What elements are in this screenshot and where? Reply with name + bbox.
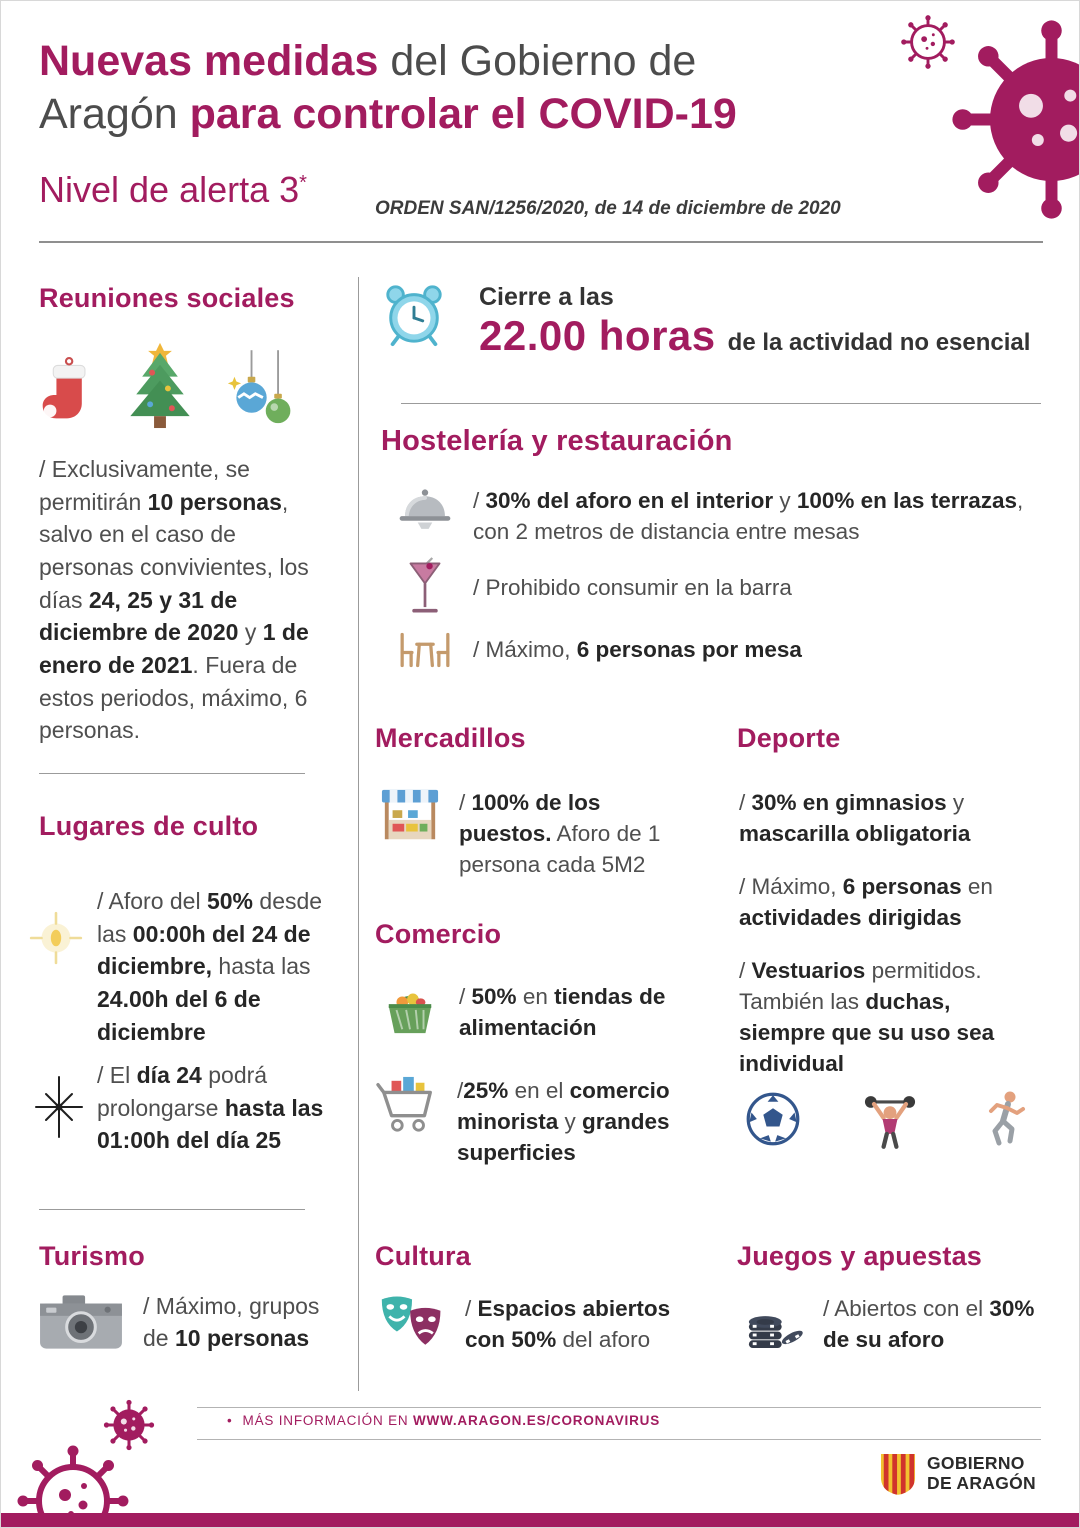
table-and-chairs-icon bbox=[393, 629, 457, 671]
comercio-item-1 bbox=[377, 981, 694, 1043]
juegos-item bbox=[739, 1293, 1048, 1355]
shopping-cart-icon bbox=[375, 1075, 441, 1135]
footer-info bbox=[227, 1413, 660, 1428]
closing-intro: Cierre a las bbox=[479, 283, 614, 311]
alert-asterisk: * bbox=[299, 172, 307, 194]
soccer-ball-icon bbox=[745, 1091, 801, 1147]
mercadillos-text: / 100% de los puestos. Aforo de 1 persona cada 5M2 bbox=[459, 790, 661, 878]
logo-line-1: GOBIERNO bbox=[927, 1453, 1025, 1474]
footer-divider-top bbox=[197, 1407, 1041, 1408]
coronavirus-icon bbox=[949, 17, 1080, 222]
theater-masks-icon bbox=[377, 1293, 449, 1353]
hosteleria-text-2: / Prohibido consumir en la barra bbox=[473, 575, 792, 601]
section-title-mercadillos: Mercadillos bbox=[375, 723, 526, 753]
section-title-deporte: Deporte bbox=[737, 723, 841, 753]
gobierno-aragon-logo bbox=[879, 1451, 1036, 1497]
hosteleria-text-3: / Máximo, 6 personas por mesa bbox=[473, 637, 802, 663]
logo-text bbox=[927, 1454, 1036, 1493]
bethlehem-star-icon bbox=[29, 1075, 89, 1139]
section-title-juegos: Juegos y apuestas bbox=[737, 1241, 983, 1271]
divider bbox=[39, 1209, 305, 1210]
hosteleria-text-1: / 30% del aforo en el interior y 100% en las terrazas, con 2 metros de distancia entre mesas bbox=[473, 488, 1024, 545]
section-title-cultura: Cultura bbox=[375, 1241, 471, 1271]
cultura-text: / Espacios abiertos con 50% del aforo bbox=[465, 1296, 671, 1353]
juegos-text: / Abiertos con el 30% de su aforo bbox=[823, 1296, 1035, 1353]
column-divider bbox=[358, 277, 359, 1391]
section-title-culto: Lugares de culto bbox=[39, 811, 259, 841]
weightlifting-icon bbox=[858, 1087, 922, 1151]
alert-level: Nivel de alerta 3* bbox=[39, 169, 307, 210]
comercio-item-2 bbox=[375, 1075, 697, 1168]
title-line-2: Aragón para controlar el COVID-19 bbox=[39, 90, 737, 138]
reuniones-body: / Exclusivamente, se permitirán 10 personas, salvo en el caso de personas convivientes, los días 24, 25 y 31 de diciembre de 2020 y 1 de enero de 2021. Fuera de estos periodos, máximo, 6 personas. bbox=[39, 456, 309, 744]
culto-item-2: / El día 24 podrá prolongarse hasta las 01:00h del día 25 bbox=[97, 1062, 324, 1154]
logo-line-2: DE ARAGÓN bbox=[927, 1473, 1036, 1493]
deporte-item-1: / 30% en gimnasios y mascarilla obligatoria bbox=[739, 790, 971, 847]
order-reference: ORDEN SAN/1256/2020, de 14 de diciembre de 2020 bbox=[375, 198, 841, 219]
poker-chips-icon bbox=[739, 1293, 807, 1349]
section-title-comercio: Comercio bbox=[375, 919, 502, 949]
cultura-item bbox=[377, 1293, 695, 1355]
christmas-stocking-icon bbox=[39, 357, 95, 431]
camera-icon bbox=[35, 1293, 127, 1353]
deporte-item-2: / Máximo, 6 personas en actividades dirigidas bbox=[739, 874, 993, 931]
christmas-tree-icon bbox=[119, 337, 201, 431]
bottom-accent-bar bbox=[1, 1513, 1080, 1528]
cocktail-glass-icon bbox=[393, 557, 457, 619]
christmas-baubles-icon bbox=[225, 349, 297, 431]
section-title-reuniones: Reuniones sociales bbox=[39, 283, 295, 313]
closing-scope: de la actividad no esencial bbox=[727, 329, 1031, 356]
hosteleria-item-2 bbox=[393, 557, 1048, 619]
mercadillos-item bbox=[377, 787, 687, 880]
title-line-1: Nuevas medidas del Gobierno de bbox=[39, 37, 697, 85]
closing-time: 22.00 horas bbox=[479, 312, 716, 359]
footer-divider-bottom bbox=[197, 1439, 1041, 1440]
comercio-text-2: /25% en el comercio minorista y grandes superficies bbox=[457, 1078, 670, 1166]
section-title-turismo: Turismo bbox=[39, 1241, 145, 1271]
deporte-body bbox=[739, 787, 1041, 1101]
footer-info-text: MÁS INFORMACIÓN EN WWW.ARAGON.ES/CORONAVIRUS bbox=[242, 1413, 660, 1428]
comercio-text-1: / 50% en tiendas de alimentación bbox=[459, 984, 666, 1041]
market-stall-icon bbox=[377, 787, 443, 847]
running-icon bbox=[979, 1088, 1029, 1150]
aragon-shield-icon bbox=[879, 1451, 917, 1497]
hosteleria-item-3 bbox=[393, 629, 1048, 671]
footer-bullet: • bbox=[227, 1413, 233, 1428]
header-divider bbox=[39, 241, 1043, 243]
turismo-text: / Máximo, grupos de 10 personas bbox=[143, 1293, 320, 1351]
hosteleria-item-1 bbox=[393, 485, 1048, 547]
section-title-hosteleria: Hostelería y restauración bbox=[381, 425, 733, 457]
alarm-clock-icon bbox=[381, 281, 447, 349]
serving-cloche-icon bbox=[393, 485, 457, 531]
deporte-icons-row bbox=[745, 1087, 1029, 1151]
candle-glow-icon bbox=[27, 909, 85, 967]
deporte-item-3: / Vestuarios permitidos. También las duchas, siempre que su uso sea individual bbox=[739, 958, 995, 1077]
christmas-icons-row bbox=[39, 337, 297, 431]
divider bbox=[39, 773, 305, 774]
grocery-basket-icon bbox=[377, 981, 443, 1037]
page-title bbox=[39, 35, 737, 141]
turismo-item bbox=[35, 1291, 348, 1354]
closing-detail bbox=[479, 312, 1030, 360]
divider bbox=[401, 403, 1041, 404]
closing-banner bbox=[479, 283, 1030, 360]
culto-item-1: / Aforo del 50% desde las 00:00h del 24 de diciembre, hasta las 24.00h del 6 de diciembre bbox=[97, 888, 323, 1045]
